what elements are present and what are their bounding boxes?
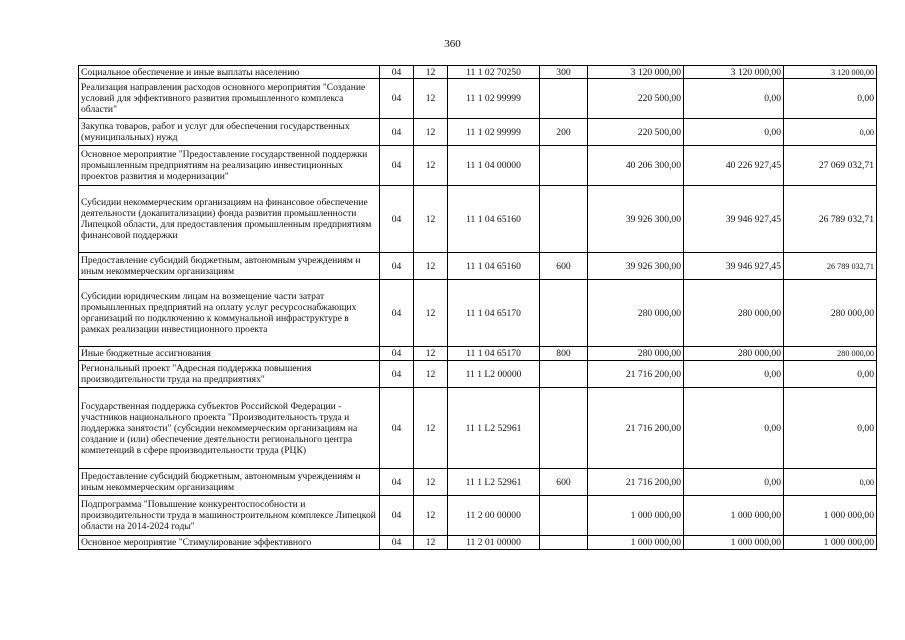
row-target-code: 11 2 01 00000 <box>448 536 540 550</box>
row-name: Социальное обеспечение и иные выплаты населению <box>79 66 380 79</box>
row-expense-type: 600 <box>540 469 588 496</box>
row-name: Реализация направления расходов основного мероприятия "Создание условий для эффективного развития промышленного комплекса области" <box>79 79 380 119</box>
row-section: 04 <box>380 146 414 186</box>
row-section: 04 <box>380 469 414 496</box>
row-amount-3: 0,00 <box>784 361 877 388</box>
row-amount-3: 0,00 <box>784 469 877 496</box>
table-row <box>79 469 877 496</box>
row-amount-1: 39 926 300,00 <box>588 253 684 280</box>
row-amount-2: 0,00 <box>684 469 784 496</box>
row-name: Подпрограмма "Повышение конкурентоспособности и производительности труда в машиностроительном комплексе Липецкой области на 2014-2024 годы" <box>79 496 380 536</box>
row-expense-type <box>540 280 588 347</box>
row-target-code: 11 1 L2 00000 <box>448 361 540 388</box>
row-section: 04 <box>380 186 414 253</box>
row-amount-1: 39 926 300,00 <box>588 186 684 253</box>
row-name: Государственная поддержка субъектов Российской Федерации - участников национального проекта "Производительность труда и поддержка занятости" (субсидии некоммерческим организациям на создание и (или) обеспечение деятельности регионального центра компетенций в сфере производительности труда (РЦК) <box>79 388 380 469</box>
row-amount-3: 280 000,00 <box>784 347 877 361</box>
row-subsection: 12 <box>414 496 448 536</box>
row-amount-1: 1 000 000,00 <box>588 496 684 536</box>
row-expense-type <box>540 79 588 119</box>
table-body <box>79 66 877 550</box>
table-row <box>79 253 877 280</box>
row-expense-type: 300 <box>540 66 588 79</box>
row-expense-type <box>540 536 588 550</box>
row-amount-1: 220 500,00 <box>588 119 684 146</box>
row-amount-3: 280 000,00 <box>784 280 877 347</box>
row-target-code: 11 1 L2 52961 <box>448 469 540 496</box>
row-subsection: 12 <box>414 119 448 146</box>
row-target-code: 11 1 04 65160 <box>448 186 540 253</box>
row-amount-3: 0,00 <box>784 388 877 469</box>
row-expense-type: 600 <box>540 253 588 280</box>
row-amount-1: 280 000,00 <box>588 347 684 361</box>
row-amount-2: 39 946 927,45 <box>684 253 784 280</box>
table-row <box>79 66 877 79</box>
row-amount-2: 0,00 <box>684 361 784 388</box>
row-target-code: 11 1 02 99999 <box>448 119 540 146</box>
row-amount-2: 39 946 927,45 <box>684 186 784 253</box>
row-name: Субсидии некоммерческим организациям на финансовое обеспечение деятельности (докапитализации) фонда развития промышленности Липецкой области, для предоставления промышленным предприятиям финансовой поддержки <box>79 186 380 253</box>
table-row <box>79 388 877 469</box>
table-row <box>79 79 877 119</box>
table-row <box>79 496 877 536</box>
row-name: Предоставление субсидий бюджетным, автономным учреждениям и иным некоммерческим организациям <box>79 253 380 280</box>
row-target-code: 11 1 02 70250 <box>448 66 540 79</box>
row-target-code: 11 2 00 00000 <box>448 496 540 536</box>
row-section: 04 <box>380 536 414 550</box>
row-amount-1: 21 716 200,00 <box>588 361 684 388</box>
row-section: 04 <box>380 388 414 469</box>
row-name: Закупка товаров, работ и услуг для обеспечения государственных (муниципальных) нужд <box>79 119 380 146</box>
row-expense-type <box>540 146 588 186</box>
row-section: 04 <box>380 66 414 79</box>
row-subsection: 12 <box>414 146 448 186</box>
row-name: Основное мероприятие "Стимулирование эффективного <box>79 536 380 550</box>
table-row <box>79 361 877 388</box>
table-row <box>79 146 877 186</box>
row-section: 04 <box>380 496 414 536</box>
row-subsection: 12 <box>414 536 448 550</box>
row-expense-type: 200 <box>540 119 588 146</box>
row-target-code: 11 1 04 65160 <box>448 253 540 280</box>
row-target-code: 11 1 02 99999 <box>448 79 540 119</box>
row-amount-3: 26 789 032,71 <box>784 186 877 253</box>
row-amount-2: 3 120 000,00 <box>684 66 784 79</box>
row-section: 04 <box>380 347 414 361</box>
page-number: 360 <box>444 38 461 50</box>
row-name: Субсидии юридическим лицам на возмещение части затрат промышленных предприятий на оплату услуг ресурсоснабжающих организаций по подключению к коммунальной инфраструктуре в рамках реализации инвестиционного проекта <box>79 280 380 347</box>
row-amount-1: 1 000 000,00 <box>588 536 684 550</box>
row-amount-3: 1 000 000,00 <box>784 536 877 550</box>
row-target-code: 11 1 L2 52961 <box>448 388 540 469</box>
row-amount-1: 21 716 200,00 <box>588 388 684 469</box>
row-amount-3: 26 789 032,71 <box>784 253 877 280</box>
row-subsection: 12 <box>414 79 448 119</box>
row-subsection: 12 <box>414 361 448 388</box>
table-row <box>79 119 877 146</box>
row-expense-type <box>540 496 588 536</box>
row-subsection: 12 <box>414 253 448 280</box>
table-row <box>79 536 877 550</box>
row-section: 04 <box>380 119 414 146</box>
row-expense-type <box>540 361 588 388</box>
row-amount-2: 280 000,00 <box>684 347 784 361</box>
row-amount-3: 0,00 <box>784 119 877 146</box>
row-amount-2: 1 000 000,00 <box>684 536 784 550</box>
row-amount-1: 40 206 300,00 <box>588 146 684 186</box>
row-name: Основное мероприятие "Предоставление государственной поддержки промышленным предприятиям на реализацию инвестиционных проектов развития и модернизации" <box>79 146 380 186</box>
row-amount-2: 0,00 <box>684 388 784 469</box>
row-target-code: 11 1 04 65170 <box>448 347 540 361</box>
row-section: 04 <box>380 280 414 347</box>
row-amount-1: 280 000,00 <box>588 280 684 347</box>
table-row <box>79 280 877 347</box>
row-amount-2: 1 000 000,00 <box>684 496 784 536</box>
row-amount-3: 3 120 000,00 <box>784 66 877 79</box>
row-amount-2: 40 226 927,45 <box>684 146 784 186</box>
row-section: 04 <box>380 361 414 388</box>
table-row <box>79 347 877 361</box>
row-subsection: 12 <box>414 469 448 496</box>
row-section: 04 <box>380 253 414 280</box>
row-name: Предоставление субсидий бюджетным, автономным учреждениям и иным некоммерческим организациям <box>79 469 380 496</box>
row-subsection: 12 <box>414 280 448 347</box>
row-amount-3: 1 000 000,00 <box>784 496 877 536</box>
budget-table <box>78 65 877 550</box>
row-amount-2: 280 000,00 <box>684 280 784 347</box>
table-row <box>79 186 877 253</box>
row-section: 04 <box>380 79 414 119</box>
row-amount-3: 0,00 <box>784 79 877 119</box>
row-subsection: 12 <box>414 388 448 469</box>
row-expense-type <box>540 186 588 253</box>
row-name: Региональный проект "Адресная поддержка повышения производительности труда на предприятиях" <box>79 361 380 388</box>
row-amount-2: 0,00 <box>684 119 784 146</box>
row-target-code: 11 1 04 00000 <box>448 146 540 186</box>
row-amount-1: 21 716 200,00 <box>588 469 684 496</box>
row-expense-type <box>540 388 588 469</box>
row-expense-type: 800 <box>540 347 588 361</box>
row-target-code: 11 1 04 65170 <box>448 280 540 347</box>
row-subsection: 12 <box>414 347 448 361</box>
row-amount-1: 220 500,00 <box>588 79 684 119</box>
row-amount-2: 0,00 <box>684 79 784 119</box>
row-amount-3: 27 069 032,71 <box>784 146 877 186</box>
row-subsection: 12 <box>414 186 448 253</box>
row-amount-1: 3 120 000,00 <box>588 66 684 79</box>
row-subsection: 12 <box>414 66 448 79</box>
row-name: Иные бюджетные ассигнования <box>79 347 380 361</box>
